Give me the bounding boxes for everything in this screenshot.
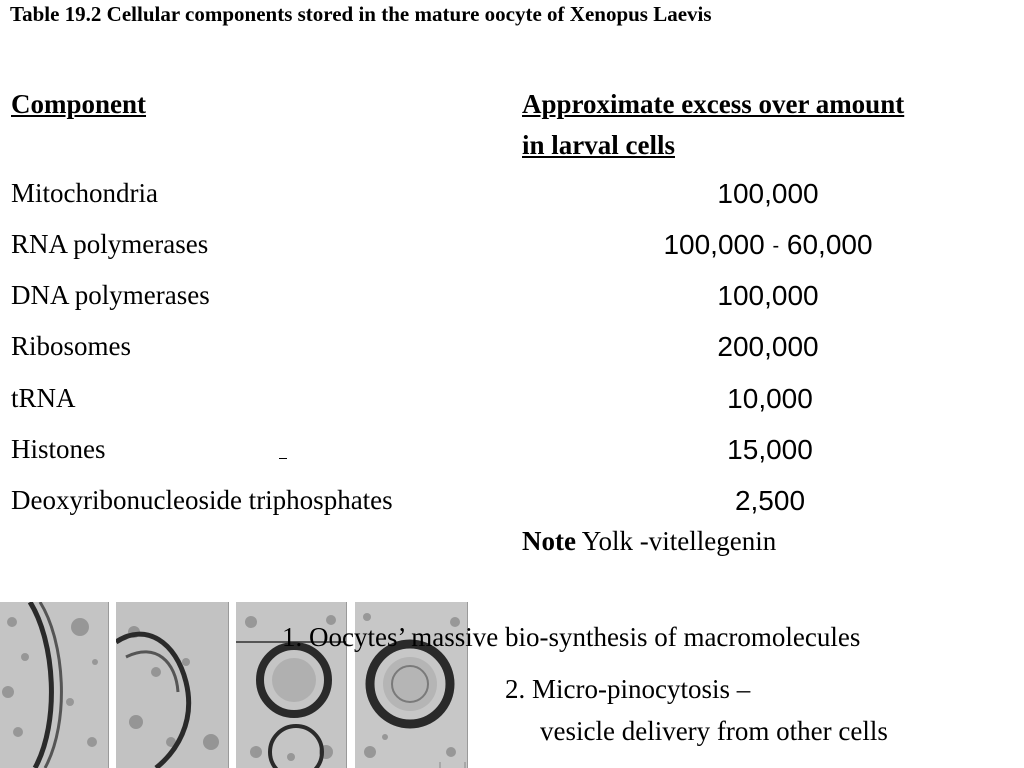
column-header-excess bbox=[522, 84, 1022, 166]
point-2-line1: 2. Micro-pinocytosis – bbox=[505, 674, 751, 704]
note bbox=[522, 526, 776, 557]
column-header-excess-line1: Approximate excess over amount bbox=[522, 89, 905, 119]
row-name: Mitochondria bbox=[11, 178, 158, 208]
point-1: 1. Oocytes’ massive bio-synthesis of macromolecules bbox=[282, 622, 861, 652]
row-value: 100,000 bbox=[717, 280, 819, 311]
row-name: Histones bbox=[11, 434, 106, 464]
table-title: Table 19.2 Cellular components stored in the mature oocyte of Xenopus Laevis bbox=[10, 2, 712, 26]
stray-mark bbox=[279, 458, 287, 459]
row-value: 100,000 bbox=[717, 178, 819, 209]
corner-tick-marks bbox=[438, 762, 468, 768]
row-value: 10,000 bbox=[727, 383, 813, 414]
row-value: 200,000 bbox=[717, 331, 819, 362]
micrograph-panel-2 bbox=[116, 602, 229, 768]
row-value: 2,500 bbox=[734, 485, 806, 516]
micrograph-1-icon bbox=[0, 602, 108, 768]
note-text: Yolk -vitellegenin bbox=[575, 526, 777, 556]
point-2-line2: vesicle delivery from other cells bbox=[540, 716, 888, 746]
row-value bbox=[540, 229, 996, 261]
row-name: Ribosomes bbox=[11, 331, 132, 361]
row-name: Deoxyribonucleoside triphosphates bbox=[11, 485, 393, 515]
row-value-b: 60,000 bbox=[786, 229, 873, 260]
micrograph-2-icon bbox=[116, 602, 228, 768]
row-value: 15,000 bbox=[727, 434, 813, 465]
row-value-a: 100,000 bbox=[663, 229, 765, 260]
column-header-component: Component bbox=[11, 89, 147, 119]
row-name: tRNA bbox=[11, 383, 76, 413]
column-header-excess-line2: in larval cells bbox=[522, 130, 675, 160]
micrograph-panel-1 bbox=[0, 602, 109, 768]
row-value-sep: - bbox=[772, 235, 780, 257]
note-label: Note bbox=[522, 526, 576, 556]
row-name: RNA polymerases bbox=[11, 229, 209, 259]
row-name: DNA polymerases bbox=[11, 280, 210, 310]
